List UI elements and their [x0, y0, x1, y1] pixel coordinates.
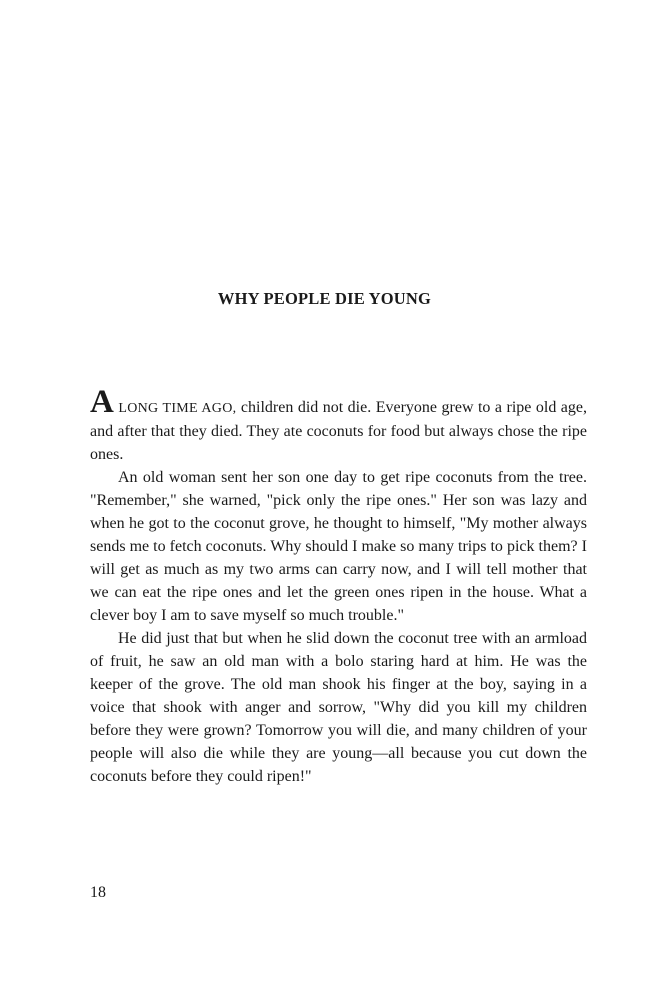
story-title: WHY PEOPLE DIE YOUNG	[217, 289, 432, 308]
page-number: 18	[90, 884, 106, 901]
drop-cap: A	[90, 384, 114, 420]
paragraph-2: An old woman sent her son one day to get ripe coconuts from the tree. "Remember," she warned, "pick only the ripe ones." Her son was lazy and when he got to the coconut grove, he thought to himself, "My mother always sends me to fetch coconuts. Why should I make so many trips to pick them? I will get as much as my two arms can carry now, and I will tell mother that we can eat the ripe ones and let the green ones ripen in the house. What a clever boy I am to save myself so much trouble."	[90, 469, 587, 624]
paragraph-1-text: children did not die. Everyone grew to a ripe old age, and after that they died. They ate coconuts for food but always chose the ripe ones.	[90, 399, 588, 463]
opening-words: LONG TIME AGO,	[118, 401, 237, 416]
story-body	[90, 384, 588, 788]
paragraph-1	[90, 384, 588, 466]
paragraph-3: He did just that but when he slid down the coconut tree with an armload of fruit, he saw an old man with a bolo staring hard at him. He was the keeper of the grove. The old man shook his finger at the boy, saying in a voice that shook with anger and sorrow, "Why did you kill my children before they were grown? Tomorrow you will die, and many children of your people will also die while they are young—all because you cut down the coconuts before they could ripen!"	[90, 630, 587, 785]
